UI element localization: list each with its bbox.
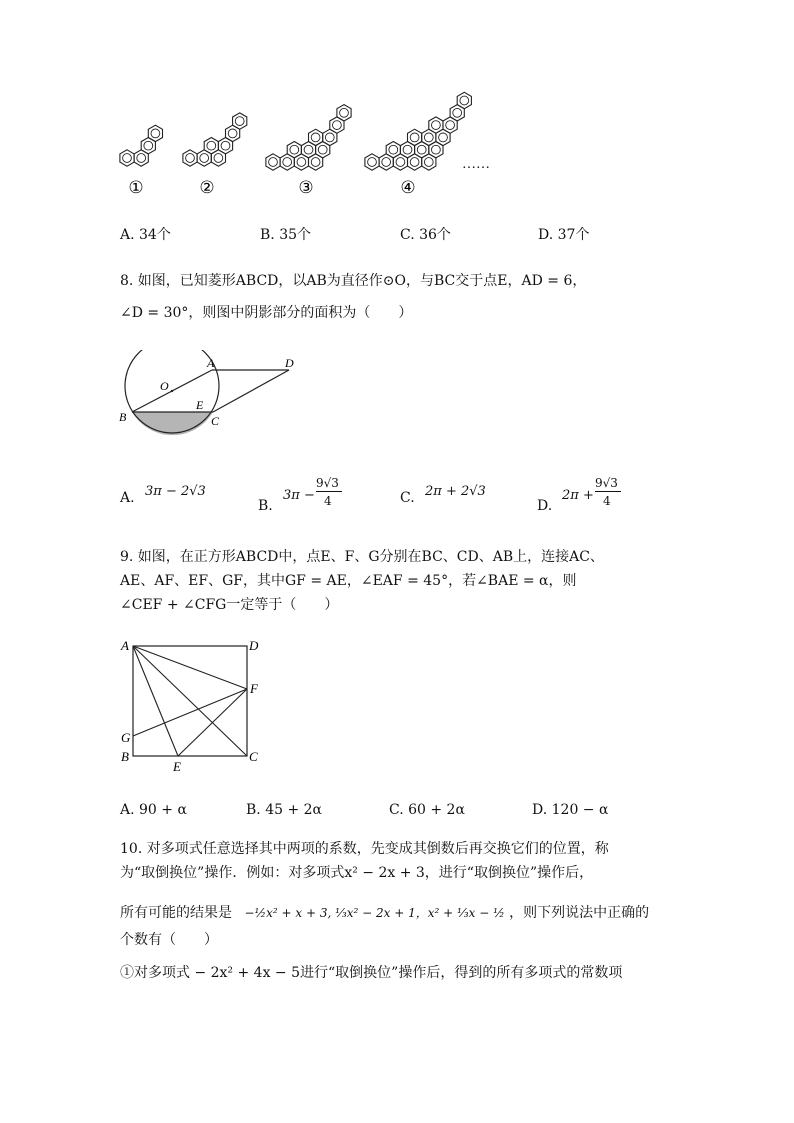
- q10-stem-line1: 10. 对多项式任意选择其中两项的系数，先变成其倒数后再交换它们的位置，称: [120, 841, 609, 857]
- ellipsis: ……: [462, 157, 490, 172]
- q10-stem-line3: [120, 902, 649, 922]
- q8-option-d[interactable]: D. 2π + 9√3 4: [537, 498, 552, 514]
- label-d: D: [285, 356, 294, 370]
- figure-label-4: ④: [400, 178, 416, 197]
- q8-option-a[interactable]: A. 3π − 2√3: [120, 484, 206, 506]
- hexagon: [386, 142, 400, 158]
- label-a: A: [207, 356, 215, 370]
- q10-stem-line5: ①对多项式 − 2x² + 4x − 5进行“取倒换位”操作后，得到的所有多项式的常数项: [120, 965, 623, 981]
- q9-stem-line3: ∠CEF + ∠CFG一定等于（ ）: [120, 597, 339, 613]
- q9-option-d[interactable]: D. 120 − α: [532, 802, 609, 818]
- figure-label-2: ②: [199, 178, 215, 197]
- hexagon: [429, 117, 443, 133]
- q7-option-c[interactable]: C. 36个: [400, 227, 451, 243]
- label-e: E: [196, 398, 204, 412]
- q8-stem-line2: ∠D = 30°，则图中阴影部分的面积为（ ）: [120, 305, 413, 321]
- hexagon: [408, 129, 422, 145]
- label-f: F: [250, 681, 258, 696]
- hexagon: [148, 125, 162, 141]
- q9-option-c[interactable]: C. 60 + 2α: [389, 802, 465, 818]
- segment-gf: [133, 689, 247, 736]
- hexagon: [120, 150, 134, 166]
- q10-stem-line2: 为“取倒换位”操作．例如：对多项式x² − 2x + 3，进行“取倒换位”操作后，: [120, 865, 594, 881]
- q8-option-c[interactable]: C. 2π + 2√3: [400, 484, 486, 506]
- hexagon: [233, 113, 247, 129]
- hexagon: [287, 142, 301, 158]
- q9-option-a[interactable]: A. 90 + α: [120, 802, 187, 818]
- label-a: A: [121, 638, 129, 653]
- label-c: C: [211, 414, 220, 428]
- hexagon: [365, 154, 379, 170]
- q10-line3-lead: 所有可能的结果是: [120, 905, 232, 921]
- figure-label-3: ③: [298, 178, 314, 197]
- q9-figure: [115, 632, 275, 777]
- hexagon: [337, 105, 351, 121]
- figure-label-1: ①: [128, 178, 144, 197]
- q9-stem-line1: 9. 如图，在正方形ABCD中，点E、F、G分别在BC、CD、AB上，连接AC、: [120, 549, 604, 565]
- hexagon: [309, 129, 323, 145]
- label-g: G: [121, 730, 131, 745]
- label-o: O: [160, 379, 169, 393]
- q10-stem-line4: 个数有（ ）: [120, 932, 218, 948]
- q7-option-b[interactable]: B. 35个: [260, 227, 312, 243]
- hexagon: [266, 154, 280, 170]
- label-b: B: [121, 749, 129, 764]
- label-c: C: [249, 749, 258, 764]
- label-b: B: [119, 410, 127, 424]
- q8-stem-line1: 8. 如图，已知菱形ABCD，以AB为直径作⊙O，与BC交于点E，AD = 6，: [120, 273, 587, 289]
- side-dc: [213, 370, 289, 412]
- center-dot: [171, 390, 173, 392]
- hexagon: [204, 138, 218, 154]
- hexagon: [457, 92, 471, 108]
- segment-ac: [133, 646, 247, 756]
- label-e: E: [173, 759, 181, 774]
- q7-option-d[interactable]: D. 37个: [538, 227, 590, 243]
- q9-stem-line2: AE、AF、EF、GF，其中GF = AE，∠EAF = 45°，若∠BAE = α，则: [120, 573, 577, 589]
- q7-option-a[interactable]: A. 34个: [120, 227, 171, 243]
- q9-option-b[interactable]: B. 45 + 2α: [246, 802, 322, 818]
- q10-line3-tail: ，则下列说法中正确的: [509, 905, 650, 921]
- hexagon-chain-figures: [110, 90, 530, 200]
- segment-ae: [133, 646, 178, 756]
- segment-af: [133, 646, 247, 689]
- q8-figure: [115, 350, 305, 440]
- label-d: D: [249, 638, 259, 653]
- q10-line3-expressions: −½x² + x + 3, ⅓x² − 2x + 1，x² + ⅓x − ½: [244, 906, 505, 920]
- q8-option-b[interactable]: B. 3π − 9√3 4: [258, 498, 273, 514]
- hexagon: [183, 150, 197, 166]
